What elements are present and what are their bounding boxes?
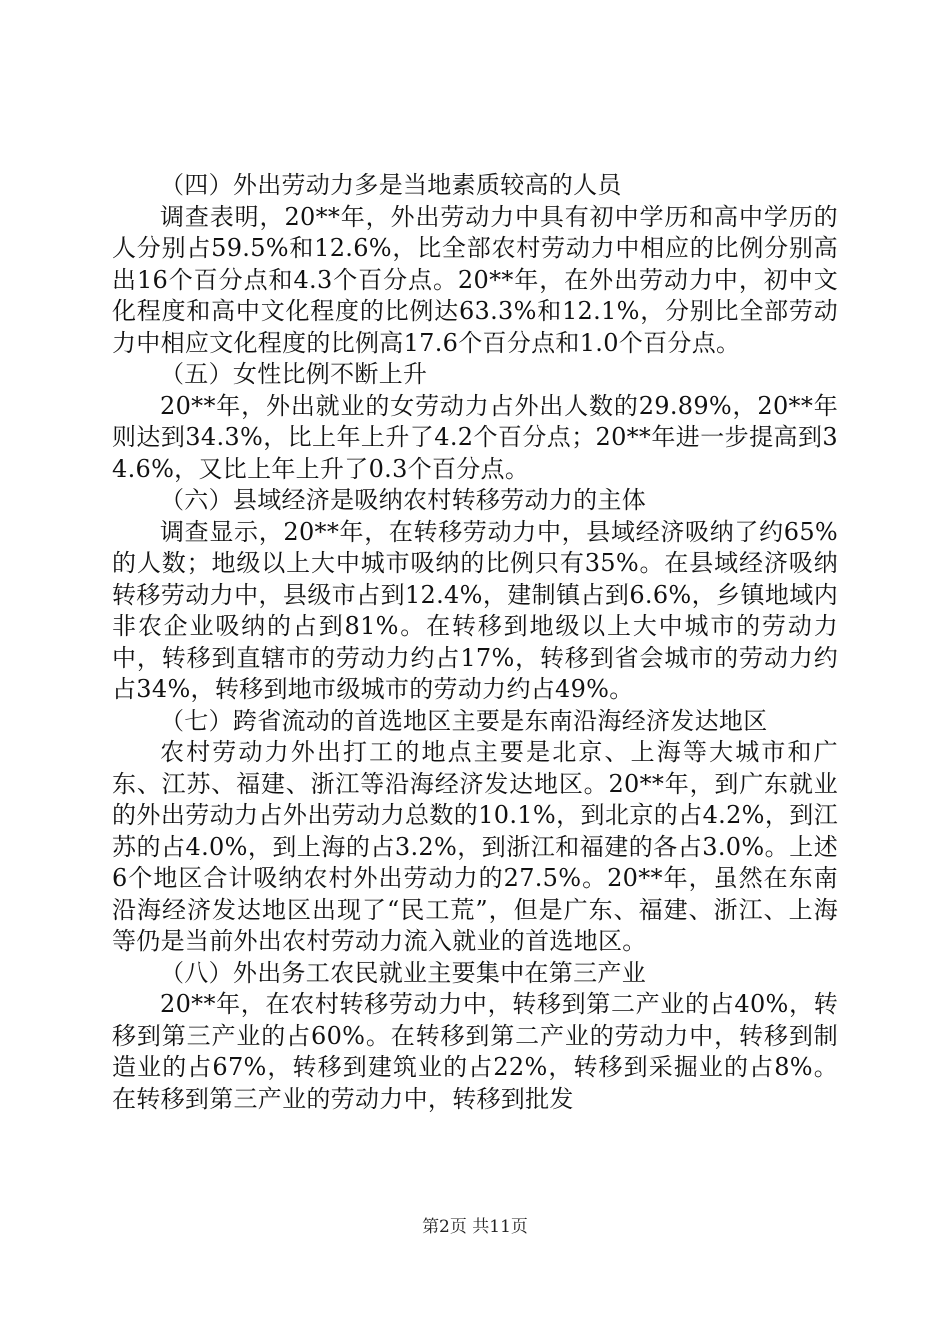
section-paragraph-6: 调查显示，20**年，在转移劳动力中，县域经济吸纳了约65%的人数；地级以上大中城市吸纳的比例只有35%。在县域经济吸纳转移劳动力中，县级市占到12.4%，建制镇占到6.6%，乡镇地域内非农企业吸纳的占到81%。在转移到地级以上大中城市的劳动力中，转移到直辖市的劳动力约占17%，转移到省会城市的劳动力约占34%，转移到地市级城市的劳动力约占49%。 <box>112 517 838 703</box>
section-paragraph-5: 20**年，外出就业的女劳动力占外出人数的29.89%，20**年则达到34.3%，比上年上升了4.2个百分点；20**年进一步提高到34.6%，又比上年上升了0.3个百分点。 <box>112 391 838 483</box>
section-heading-4: （四）外出劳动力多是当地素质较高的人员 <box>160 171 622 199</box>
section-paragraph-8: 20**年，在农村转移劳动力中，转移到第二产业的占40%，转移到第三产业的占60%。在转移到第二产业的劳动力中，转移到制造业的占67%，转移到建筑业的占22%，转移到采掘业的占8%。在转移到第三产业的劳动力中，转移到批发 <box>112 990 838 1113</box>
page-footer <box>0 1216 950 1238</box>
section-paragraph-4: 调查表明，20**年，外出劳动力中具有初中学历和高中学历的人分别占59.5%和12.6%，比全部农村劳动力中相应的比例分别高出16个百分点和4.3个百分点。20**年，在外出劳动力中，初中文化程度和高中文化程度的比例达63.3%和12.1%，分别比全部劳动力中相应文化程度的比例高17.6个百分点和1.0个百分点。 <box>112 202 838 357</box>
section-heading-8: （八）外出务工农民就业主要集中在第三产业 <box>160 958 646 987</box>
section-paragraph-7: 农村劳动力外出打工的地点主要是北京、上海等大城市和广东、江苏、福建、浙江等沿海经济发达地区。20**年，到广东就业的外出劳动力占外出劳动力总数的10.1%，到北京的占4.2%，到江苏的占4.0%，到上海的占3.2%，到浙江和福建的各占3.0%。上述6个地区合计吸纳农村外出劳动力的27.5%。20**年，虽然在东南沿海经济发达地区出现了“民工荒”，但是广东、福建、浙江、上海等仍是当前外出农村劳动力流入就业的首选地区。 <box>112 738 838 955</box>
section-heading-6: （六）县域经济是吸纳农村转移劳动力的主体 <box>160 486 646 514</box>
page-number-label: 第2页 共11页 <box>422 1217 528 1237</box>
document-body <box>112 170 838 1115</box>
section-heading-5: （五）女性比例不断上升 <box>160 360 428 388</box>
section-heading-7: （七）跨省流动的首选地区主要是东南沿海经济发达地区 <box>160 706 768 735</box>
